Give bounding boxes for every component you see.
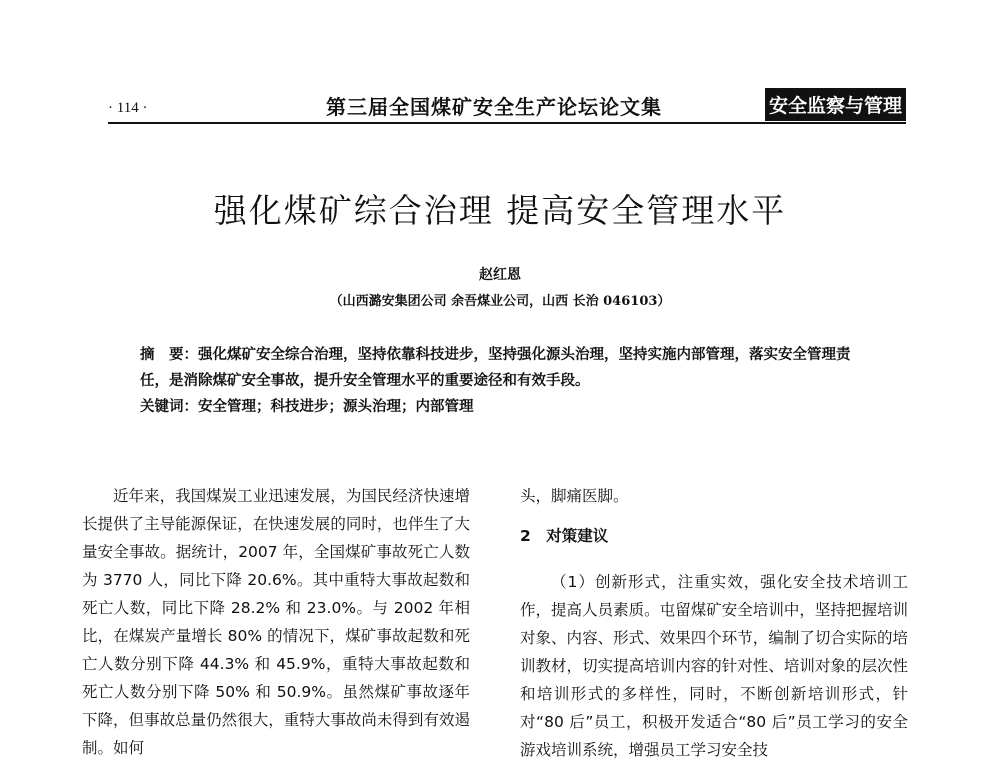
right-column (520, 482, 908, 764)
left-column (82, 482, 470, 762)
keywords-text: 安全管理；科技进步；源头治理；内部管理 (198, 398, 474, 415)
body-paragraph: 近年来，我国煤炭工业迅速发展，为国民经济快速增长提供了主导能源保证，在快速发展的同时，也伴生了大量安全事故。据统计，2007 年，全国煤矿事故死亡人数为 3770 人，同比下降 20.6%。其中重特大事故起数和死亡人数，同比下降 28.2% 和 23.0%。与 2002 年相比，在煤炭产量增长 80% 的情况下，煤矿事故起数和死亡人数分别下降 44.3% 和 45.9%，重特大事故起数和死亡人数分别下降 50% 和 50.9%。虽然煤矿事故逐年下降，但事故总量仍然很大，重特大事故尚未得到有效遏制。如何 (82, 487, 470, 757)
running-header (108, 86, 906, 120)
author-affiliation: （山西潞安集团公司 余吾煤业公司，山西 长治 046103） (329, 294, 671, 309)
abstract-label: 摘 要： (140, 347, 198, 363)
page-number: · 114 · (108, 100, 148, 116)
header-rule (108, 122, 906, 124)
keywords-label: 关键词： (140, 399, 198, 415)
article-title: 强化煤矿综合治理 提高安全管理水平 (213, 191, 787, 230)
section-heading: 2 对策建议 (520, 527, 609, 545)
section-label: 安全监察与管理 (765, 88, 906, 121)
abstract-block (140, 342, 875, 420)
body-paragraph: （1）创新形式，注重实效，强化安全技术培训工作，提高人员素质。屯留煤矿安全培训中，坚持把握培训对象、内容、形式、效果四个环节，编制了切合实际的培训教材，切实提高培训内容的针对性、培训对象的层次性和培训形式的多样性，同时，不断创新培训形式，针对“80 后”员工，积极开发适合“80 后”员工学习的安全游戏培训系统，增强员工学习安全技 (520, 573, 908, 759)
body-paragraph-continuation: 头，脚痛医脚。 (520, 487, 629, 505)
journal-title: 第三届全国煤矿安全生产论坛论文集 (326, 95, 662, 119)
abstract (140, 342, 875, 394)
keywords (140, 394, 875, 420)
abstract-text: 强化煤矿安全综合治理，坚持依靠科技进步，坚持强化源头治理，坚持实施内部管理，落实安全管理责任，是消除煤矿安全事故，提升安全管理水平的重要途径和有效手段。 (140, 346, 851, 389)
author-name: 赵红恩 (479, 267, 521, 283)
